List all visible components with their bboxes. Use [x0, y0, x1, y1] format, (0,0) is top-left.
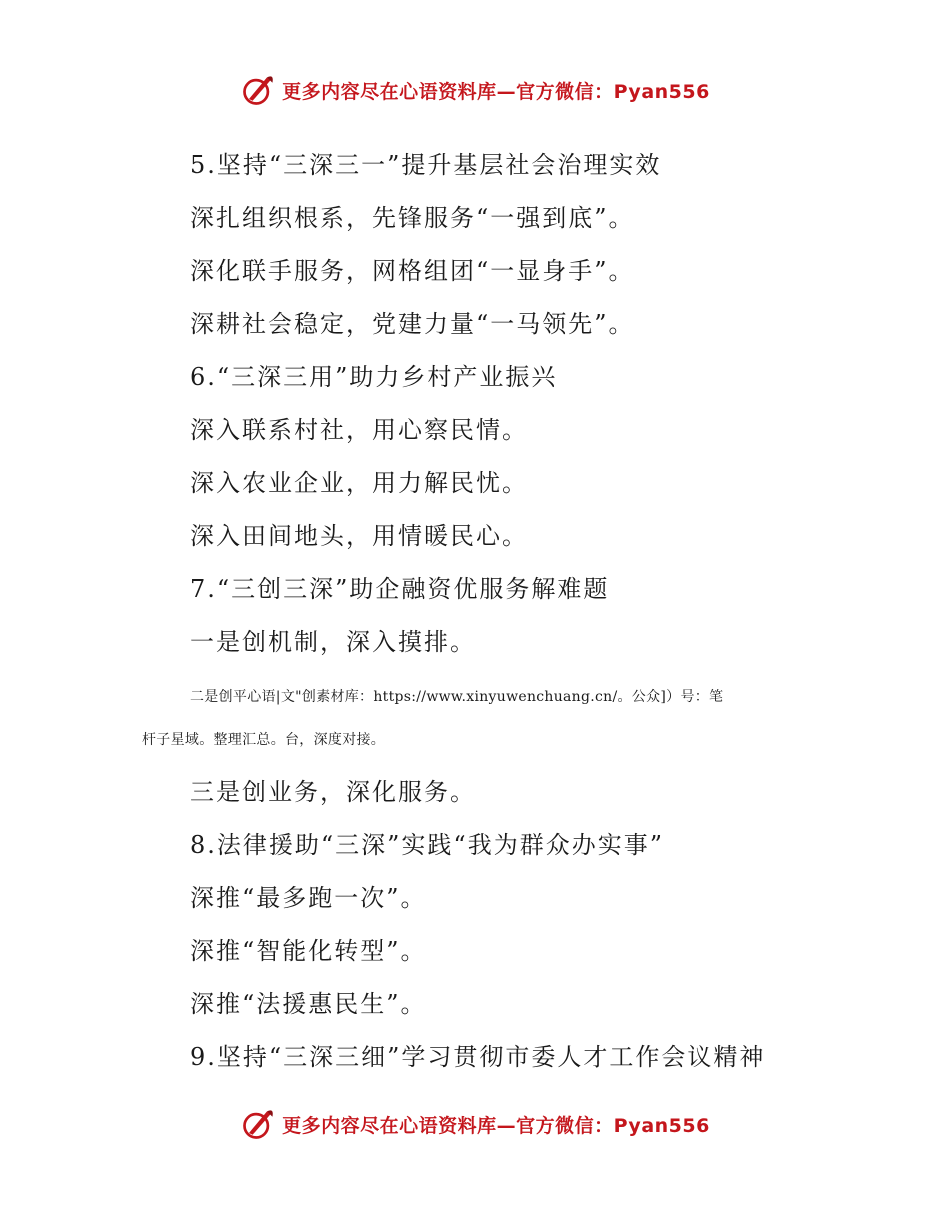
banner-text: 更多内容尽在心语资料库—官方微信：Pyan556	[282, 1114, 710, 1137]
heading-8: 8.法律援助“三深”实践“我为群众办实事”	[190, 831, 664, 859]
paragraph-line: 深推“法援惠民生”。	[190, 990, 427, 1018]
paragraph-line: 深耕社会稳定，党建力量“一马领先”。	[190, 310, 635, 338]
paragraph-line: 三是创业务，深化服务。	[190, 778, 476, 806]
paragraph-line: 深推“智能化转型”。	[190, 937, 427, 965]
paragraph-line: 深入农业企业，用力解民忧。	[190, 469, 528, 497]
quill-logo-icon	[240, 1106, 276, 1142]
header-banner	[0, 68, 950, 112]
small-text-line: 杆子星域。整理汇总。台，深度对接。	[142, 732, 386, 748]
heading-9: 9.坚持“三深三细”学习贯彻市委人才工作会议精神	[190, 1043, 766, 1071]
small-text-line: 二是创平心语|文"创素材库：https://www.xinyuwenchuang.cn/。公众]）号：笔	[190, 689, 724, 705]
quill-logo-icon	[240, 72, 276, 108]
paragraph-line: 深入田间地头，用情暖民心。	[190, 522, 528, 550]
heading-7: 7.“三创三深”助企融资优服务解难题	[190, 575, 610, 603]
paragraph-line: 深化联手服务，网格组团“一显身手”。	[190, 257, 635, 285]
paragraph-line: 一是创机制，深入摸排。	[190, 628, 476, 656]
heading-6: 6.“三深三用”助力乡村产业振兴	[190, 363, 558, 391]
paragraph-line: 深入联系村社，用心察民情。	[190, 416, 528, 444]
paragraph-line: 深扎组织根系，先锋服务“一强到底”。	[190, 204, 635, 232]
paragraph-line: 深推“最多跑一次”。	[190, 884, 427, 912]
heading-5: 5.坚持“三深三一”提升基层社会治理实效	[190, 151, 662, 179]
footer-banner	[0, 1102, 950, 1146]
banner-text: 更多内容尽在心语资料库—官方微信：Pyan556	[282, 80, 710, 103]
